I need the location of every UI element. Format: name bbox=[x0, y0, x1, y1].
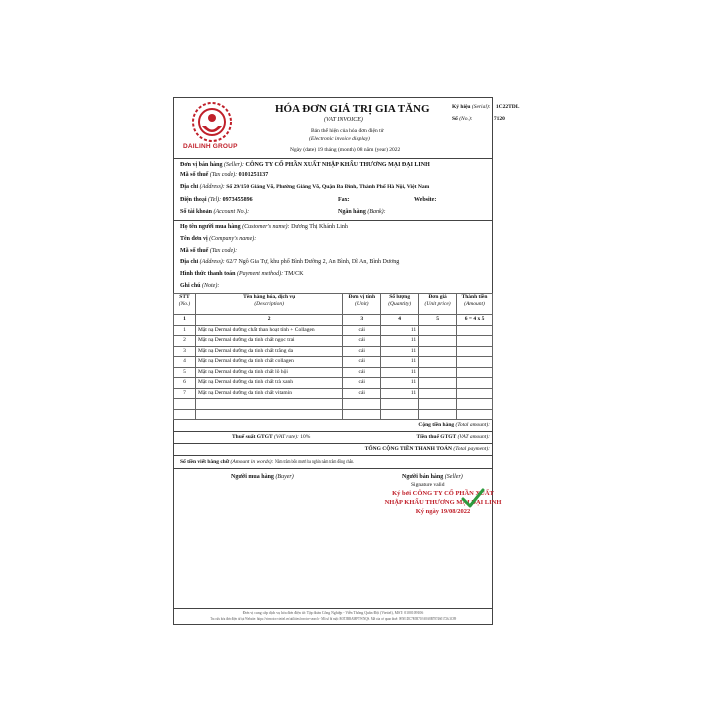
row-number: 1 bbox=[174, 325, 196, 336]
seller-name-label-en: (Seller): bbox=[224, 162, 245, 168]
row-unit-price bbox=[419, 388, 457, 399]
buyer-name-label-en: (Customer's name): bbox=[242, 224, 290, 230]
row-amount bbox=[457, 357, 493, 368]
row-amount bbox=[457, 378, 493, 389]
buyer-company-label: Tên đơn vị bbox=[180, 236, 208, 242]
table-row bbox=[174, 325, 493, 336]
amount-words-value: Năm trăm bốn mươi ba nghìn năm trăm đồng chẵn. bbox=[274, 459, 354, 465]
items-table bbox=[173, 293, 493, 420]
seller-address-row bbox=[180, 184, 429, 190]
row-amount bbox=[457, 388, 493, 399]
seller-signature-title bbox=[402, 474, 463, 480]
header-divider bbox=[173, 158, 493, 159]
grand-total-label: TỔNG CỘNG TIỀN THANH TOÁN bbox=[364, 446, 452, 452]
seller-tax-row bbox=[180, 172, 268, 178]
index-cell: 5 bbox=[419, 315, 457, 326]
seller-tax-label-en: (Tax code): bbox=[209, 172, 238, 178]
row-description: Mặt nạ Dermal dưỡng da tinh chất vitamin bbox=[195, 388, 342, 399]
seller-fax-label: Fax: bbox=[338, 197, 350, 203]
serial-label-en: (Serial): bbox=[471, 104, 491, 110]
index-cell: 3 bbox=[343, 315, 381, 326]
buyer-note-label: Ghi chú bbox=[180, 283, 201, 289]
row-unit: cái bbox=[343, 336, 381, 347]
logo-brand-text: DAILINH GROUP bbox=[183, 143, 238, 150]
display-note: Bản thể hiện của hóa đơn điện tử bbox=[311, 128, 384, 134]
signed-date: Ký ngày 19/08/2022 bbox=[415, 508, 471, 515]
seller-address-label-en: (Address): bbox=[199, 184, 225, 190]
row-quantity: 11 bbox=[381, 378, 419, 389]
vat-rate-row bbox=[232, 434, 310, 440]
buyer-note-label-en: (Note): bbox=[202, 283, 220, 289]
invoice-subtitle: (VAT INVOICE) bbox=[324, 117, 363, 123]
table-row bbox=[174, 388, 493, 399]
buyer-note-row bbox=[180, 283, 219, 289]
buyer-payment-label-en: (Payment method): bbox=[236, 271, 284, 277]
buyer-address: 62/7 Ngô Gia Tự, khu phố Bình Đường 2, An Bình, Dĩ An, Bình Dương bbox=[226, 259, 400, 265]
seller-tel-label-en: (Tel): bbox=[208, 197, 222, 203]
buyer-tax-row bbox=[180, 248, 237, 254]
amount-words-label: Số tiền viết bằng chữ bbox=[180, 459, 230, 465]
invoice-title: HÓA ĐƠN GIÁ TRỊ GIA TĂNG bbox=[275, 103, 430, 115]
row-number: 6 bbox=[174, 378, 196, 389]
seller-sign-label: Người bán hàng bbox=[402, 474, 444, 480]
vat-divider bbox=[173, 443, 493, 444]
amount-words-row bbox=[180, 459, 388, 465]
row-amount bbox=[457, 336, 493, 347]
buyer-address-label: Địa chỉ bbox=[180, 259, 199, 265]
buyer-signature-title bbox=[231, 474, 294, 480]
seller-address-label: Địa chỉ bbox=[180, 184, 199, 190]
dailinh-logo-icon bbox=[188, 100, 236, 144]
row-unit: cái bbox=[343, 367, 381, 378]
table-row bbox=[174, 346, 493, 357]
row-description: Mặt nạ Dermal dưỡng chất than hoạt tính + Collagen bbox=[195, 325, 342, 336]
footer-lookup bbox=[173, 617, 493, 621]
amount-words-label-en: (Amount in words): bbox=[230, 459, 274, 465]
seller-tax: 0101251137 bbox=[238, 172, 269, 178]
vat-amount-row bbox=[417, 434, 490, 440]
words-divider bbox=[173, 468, 493, 469]
column-header: Tên hàng hóa, dịch vụ (Description) bbox=[195, 294, 342, 315]
footer-divider bbox=[173, 608, 493, 609]
number-label-en: (No.): bbox=[459, 116, 473, 122]
serial-value: 1C22TDL bbox=[495, 104, 520, 110]
invoice-date: Ngày (date) 19 tháng (month) 08 năm (year) 2022 bbox=[290, 147, 401, 153]
table-row bbox=[174, 336, 493, 347]
row-unit-price bbox=[419, 367, 457, 378]
subtotal-label-en: (Total amount): bbox=[455, 422, 490, 428]
row-number: 5 bbox=[174, 367, 196, 378]
table-row bbox=[174, 367, 493, 378]
row-quantity: 11 bbox=[381, 336, 419, 347]
serial-row bbox=[452, 104, 519, 110]
footer-provider: Đơn vị cung cấp dịch vụ hóa đơn điện tử: Tập đoàn Công Nghiệp - Viễn Thông Quân Đội (Viettel), MST: 0100109106 bbox=[242, 611, 424, 615]
signature-valid: Signature valid bbox=[411, 482, 445, 488]
vat-rate-value: 10% bbox=[300, 434, 311, 440]
seller-name-label: Đơn vị bán hàng bbox=[180, 162, 223, 168]
row-unit: cái bbox=[343, 378, 381, 389]
subtotal-label: Cộng tiền hàng bbox=[418, 422, 455, 428]
buyer-payment: TM/CK bbox=[284, 271, 304, 277]
row-amount bbox=[457, 346, 493, 357]
row-description: Mặt nạ Dermal dưỡng da tinh chất lô hội bbox=[195, 367, 342, 378]
row-unit-price bbox=[419, 378, 457, 389]
row-quantity: 11 bbox=[381, 357, 419, 368]
buyer-address-label-en: (Address): bbox=[199, 259, 225, 265]
buyer-name: Dương Thị Khánh Linh bbox=[291, 224, 348, 230]
vat-rate-label: Thuế suất GTGT bbox=[232, 434, 273, 440]
seller-tel: 0973455896 bbox=[222, 197, 253, 203]
row-amount bbox=[457, 325, 493, 336]
grand-total-row bbox=[365, 446, 490, 452]
seller-account-label: Số tài khoản bbox=[180, 209, 213, 215]
buyer-tax-label: Mã số thuế bbox=[180, 248, 209, 254]
grand-total-label-en: (Total payment): bbox=[453, 446, 490, 452]
subtotal-divider bbox=[173, 431, 493, 432]
number-value: 7120 bbox=[493, 116, 505, 122]
row-quantity: 11 bbox=[381, 388, 419, 399]
column-header: Số lượng (Quantity) bbox=[381, 294, 419, 315]
row-unit-price bbox=[419, 325, 457, 336]
row-number: 2 bbox=[174, 336, 196, 347]
table-row-empty bbox=[174, 399, 493, 410]
row-quantity: 11 bbox=[381, 346, 419, 357]
seller-tel-label: Điện thoại bbox=[180, 197, 207, 203]
buyer-payment-row bbox=[180, 271, 304, 277]
serial-label: Ký hiệu bbox=[452, 104, 471, 110]
row-unit-price bbox=[419, 346, 457, 357]
column-header: Thành tiền (Amount) bbox=[457, 294, 493, 315]
buyer-payment-label: Hình thức thanh toán bbox=[180, 271, 236, 277]
row-quantity: 11 bbox=[381, 367, 419, 378]
number-row bbox=[452, 116, 505, 122]
row-unit: cái bbox=[343, 357, 381, 368]
seller-bank-row bbox=[338, 209, 386, 215]
row-amount bbox=[457, 367, 493, 378]
row-description: Mặt nạ Dermal dưỡng da tinh chất trắng da bbox=[195, 346, 342, 357]
row-unit: cái bbox=[343, 346, 381, 357]
vat-amount-label: Tiền thuế GTGT bbox=[416, 434, 457, 440]
buyer-tax-label-en: (Tax code): bbox=[209, 248, 238, 254]
row-description: Mặt nạ Dermal dưỡng da tinh chất trà xanh bbox=[195, 378, 342, 389]
footer-lookup-text: Tra cứu hóa đơn điện tử tại Website: https://vinvoice.viettel.vn/utilities/invoice-search - Mã số bí mật: ROTJBRAMPTWNQS. Mã của cơ quan thuế: 00501DC7E0B710A8A8B7874601726.3C89 bbox=[210, 617, 456, 621]
table-header-row bbox=[174, 294, 493, 315]
seller-bank-label: Ngân hàng bbox=[338, 209, 366, 215]
row-description: Mặt nạ Dermal dưỡng da tinh chất ngọc trai bbox=[195, 336, 342, 347]
index-cell: 1 bbox=[174, 315, 196, 326]
seller-divider bbox=[173, 220, 493, 221]
index-cell: 4 bbox=[381, 315, 419, 326]
table-row bbox=[174, 357, 493, 368]
buyer-name-label: Họ tên người mua hàng bbox=[180, 224, 241, 230]
number-label: Số bbox=[452, 116, 458, 122]
index-cell: 2 bbox=[195, 315, 342, 326]
row-number: 4 bbox=[174, 357, 196, 368]
grand-total-divider bbox=[173, 455, 493, 456]
table-row-empty bbox=[174, 409, 493, 420]
row-unit-price bbox=[419, 357, 457, 368]
seller-name: CÔNG TY CỔ PHẦN XUẤT NHẬP KHẨU THƯƠNG MẠI ĐẠI LINH bbox=[245, 162, 430, 168]
row-unit-price bbox=[419, 336, 457, 347]
row-quantity: 11 bbox=[381, 325, 419, 336]
signed-by-line1: Ký bởi CÔNG TY CỔ PHẦN XUẤT bbox=[392, 490, 494, 497]
seller-tax-label: Mã số thuế bbox=[180, 172, 209, 178]
index-cell: 6 = 4 x 5 bbox=[457, 315, 493, 326]
seller-account-label-en: (Account No.): bbox=[213, 209, 250, 215]
signed-by-line2: NHẬP KHẨU THƯƠNG MẠI ĐẠI LINH bbox=[384, 499, 502, 506]
seller-account-row bbox=[180, 209, 249, 215]
column-header: Đơn giá (Unit price) bbox=[419, 294, 457, 315]
buyer-sign-label-en: (Buyer) bbox=[275, 474, 294, 480]
table-index-row bbox=[174, 315, 493, 326]
row-number: 7 bbox=[174, 388, 196, 399]
row-number: 3 bbox=[174, 346, 196, 357]
display-note-en: (Electronic invoice display) bbox=[309, 136, 370, 142]
seller-bank-label-en: (Bank): bbox=[367, 209, 386, 215]
signature-valid-check-icon bbox=[461, 487, 485, 509]
buyer-name-row bbox=[180, 224, 348, 230]
column-header: Đơn vị tính (Unit) bbox=[343, 294, 381, 315]
seller-sign-label-en: (Seller) bbox=[444, 474, 463, 480]
vat-rate-label-en: (VAT rate): bbox=[274, 434, 299, 440]
buyer-address-row bbox=[180, 259, 399, 265]
subtotal-row bbox=[418, 422, 490, 428]
seller-website-label: Website: bbox=[414, 197, 437, 203]
buyer-sign-label: Người mua hàng bbox=[231, 474, 274, 480]
row-unit: cái bbox=[343, 325, 381, 336]
row-unit: cái bbox=[343, 388, 381, 399]
row-description: Mặt nạ Dermal dưỡng da tinh chất collagen bbox=[195, 357, 342, 368]
buyer-company-label-en: (Company's name): bbox=[209, 236, 257, 242]
seller-name-row bbox=[180, 162, 430, 168]
table-row bbox=[174, 378, 493, 389]
vat-amount-label-en: (VAT amount): bbox=[457, 434, 490, 440]
seller-address: Số 29/150 Giảng Võ, Phường Giảng Võ, Quận Ba Đình, Thành Phố Hà Nội, Việt Nam bbox=[226, 184, 430, 190]
column-header: STT (No.) bbox=[174, 294, 196, 315]
buyer-company-row bbox=[180, 236, 256, 242]
seller-tel-row bbox=[180, 197, 253, 203]
